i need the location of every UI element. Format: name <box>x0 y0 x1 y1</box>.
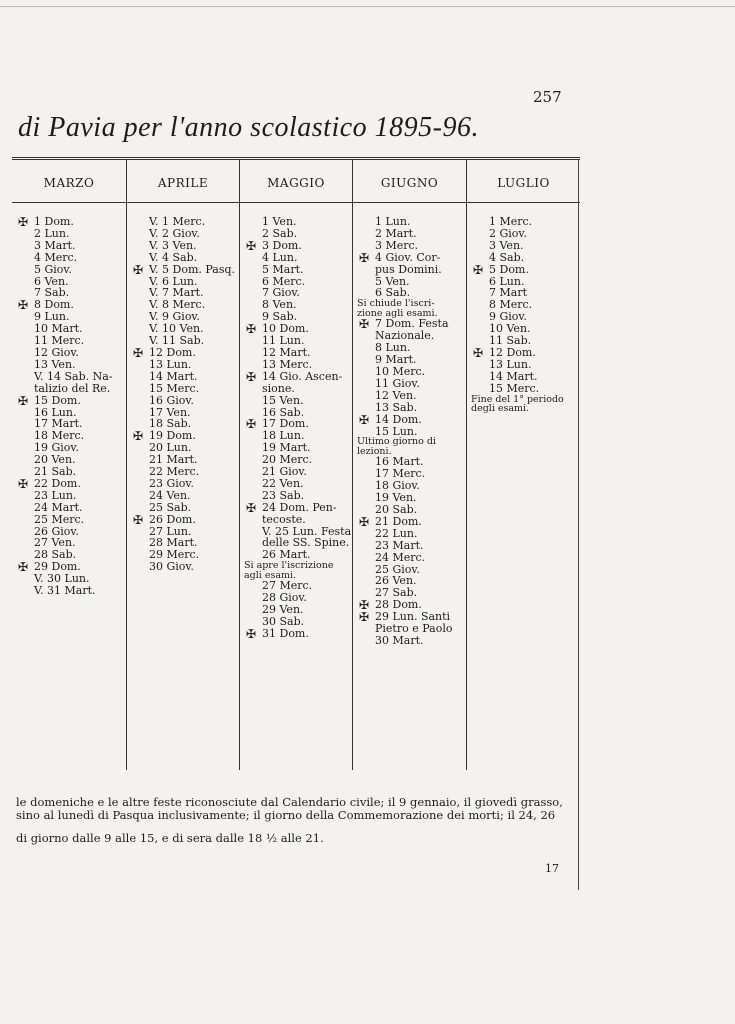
day-text: V. 1 Merc. <box>149 215 206 228</box>
day-text: Nazionale. <box>375 329 435 343</box>
day-text: 22 Lun. <box>375 526 418 540</box>
day-text: 17 Dom. <box>262 417 309 431</box>
footer-line-3: di giorno dalle 9 alle 15, e di sera dalle 18 ½ alle 21. <box>16 831 324 845</box>
month-header: MARZO <box>43 176 95 190</box>
day-text: 9 Mart. <box>375 353 417 367</box>
maltese-cross-icon: ✠ <box>359 250 370 265</box>
day-text: 2 Mart. <box>375 226 417 240</box>
day-text: 29 Lun. Santi <box>375 610 451 624</box>
day-text: 7 Sab. <box>34 286 70 300</box>
month-column-luglio <box>467 160 580 770</box>
day-text: 7 Giov. <box>262 286 300 300</box>
day-text: 15 Merc. <box>149 381 200 395</box>
day-text: 5 Giov. <box>34 262 72 276</box>
maltese-cross-icon: ✠ <box>359 598 370 613</box>
day-text: V. 2 Giov. <box>149 226 200 240</box>
day-text: 17 Mart. <box>34 417 83 431</box>
maltese-cross-icon: ✠ <box>18 560 29 575</box>
day-text: 4 Sab. <box>489 250 525 264</box>
day-text: 1 Ven. <box>262 215 297 228</box>
maltese-cross-icon: ✠ <box>133 429 144 444</box>
day-text: 8 Dom. <box>34 298 74 312</box>
day-text: 2 Giov. <box>489 226 527 240</box>
day-text: 27 Lun. <box>149 524 192 538</box>
day-text: 20 Sab. <box>375 503 418 517</box>
day-text: 10 Dom. <box>262 322 309 336</box>
maltese-cross-icon: ✠ <box>359 610 370 625</box>
day-text: 12 Ven. <box>375 388 417 402</box>
day-text: V. 9 Giov. <box>149 310 200 324</box>
day-text: 26 Mart. <box>262 548 311 562</box>
maltese-cross-icon: ✠ <box>133 345 144 360</box>
month-column-maggio <box>240 160 353 770</box>
day-text: Si chiude l'iscri- <box>357 298 435 310</box>
maltese-cross-icon: ✠ <box>246 500 257 515</box>
day-text: 1 Dom. <box>34 215 74 228</box>
day-text: 25 Sab. <box>149 500 192 514</box>
day-text: 25 Giov. <box>375 562 420 576</box>
day-entry <box>12 585 126 597</box>
day-text: 9 Giov. <box>489 310 527 324</box>
day-text: 17 Merc. <box>375 467 426 481</box>
day-text: 27 Sab. <box>375 586 418 600</box>
day-text: 7 Mart <box>489 286 527 300</box>
day-text: 28 Dom. <box>375 598 422 612</box>
day-text: 14 Dom. <box>375 412 422 426</box>
day-text: 29 Merc. <box>149 548 200 562</box>
day-text: V. 7 Mart. <box>149 286 204 300</box>
month-header: MAGGIO <box>267 176 325 190</box>
day-text: pus Domini. <box>375 262 442 276</box>
day-text: lezioni. <box>357 445 392 457</box>
day-text: 5 Mart. <box>262 262 304 276</box>
day-text: V. 30 Lun. <box>34 572 90 586</box>
day-text: V. 25 Lun. Festa <box>262 524 352 538</box>
day-text: 6 Sab. <box>375 286 411 300</box>
day-text: 15 Merc. <box>489 381 540 395</box>
day-text: agli esami. <box>244 569 297 581</box>
maltese-cross-icon: ✠ <box>133 262 144 277</box>
day-text: 10 Merc. <box>375 364 426 378</box>
day-text: 28 Sab. <box>34 548 77 562</box>
day-text: 23 Lun. <box>34 488 77 502</box>
day-text: 5 Ven. <box>375 274 410 288</box>
day-text: 3 Mart. <box>34 238 76 252</box>
day-text: 13 Lun. <box>489 357 532 371</box>
day-text: 17 Ven. <box>149 405 191 419</box>
maltese-cross-icon: ✠ <box>246 322 257 337</box>
day-text: 14 Gio. Ascen- <box>262 369 343 383</box>
day-text: 12 Dom. <box>149 345 196 359</box>
day-text: Ultimo giorno di <box>357 436 437 448</box>
day-text: sione. <box>262 381 295 395</box>
day-text: 12 Giov. <box>34 345 79 359</box>
day-text: 9 Lun. <box>34 310 70 324</box>
day-text: 23 Giov. <box>149 476 194 490</box>
day-entry <box>240 371 352 383</box>
day-text: 5 Dom. <box>489 262 529 276</box>
day-text: 31 Dom. <box>262 626 309 640</box>
day-text: 1 Merc. <box>489 215 533 228</box>
day-text: 13 Merc. <box>262 357 313 371</box>
day-text: Fine del 1° periodo <box>471 393 564 405</box>
day-text: 24 Mart. <box>34 500 83 514</box>
day-text: 25 Merc. <box>34 512 85 526</box>
maltese-cross-icon: ✠ <box>133 512 144 527</box>
day-text: 19 Mart. <box>262 441 311 455</box>
entry-list <box>12 216 126 597</box>
day-text: 30 Sab. <box>262 615 305 628</box>
day-text: delle SS. Spine. <box>262 536 350 550</box>
month-column-marzo <box>12 160 127 770</box>
day-text: 14 Mart. <box>489 369 538 383</box>
day-text: V. 4 Sab. <box>149 250 198 264</box>
day-text: V. 5 Dom. Pasq. <box>149 262 236 276</box>
maltese-cross-icon: ✠ <box>359 514 370 529</box>
day-text: 22 Merc. <box>149 465 200 479</box>
day-text: 4 Giov. Cor- <box>375 250 441 264</box>
month-header: APRILE <box>157 176 209 190</box>
day-text: V. 10 Ven. <box>149 322 204 336</box>
day-entry <box>127 561 239 573</box>
day-text: 29 Dom. <box>34 560 81 574</box>
maltese-cross-icon: ✠ <box>473 345 484 360</box>
day-text: 15 Dom. <box>34 393 81 407</box>
day-text: 10 Mart. <box>34 322 83 336</box>
day-text: 15 Lun. <box>375 424 418 438</box>
day-text: 9 Sab. <box>262 310 298 324</box>
maltese-cross-icon: ✠ <box>18 215 29 229</box>
day-text: 26 Dom. <box>149 512 196 526</box>
day-text: 16 Sab. <box>262 405 305 419</box>
day-text: 24 Ven. <box>149 488 191 502</box>
day-text: 12 Dom. <box>489 345 536 359</box>
day-text: 3 Dom. <box>262 238 302 252</box>
day-text: 2 Sab. <box>262 226 298 240</box>
day-text: 6 Merc. <box>262 274 306 288</box>
day-text: 4 Merc. <box>34 250 78 264</box>
day-text: 3 Ven. <box>489 238 524 252</box>
day-entry <box>240 628 352 640</box>
day-text: 8 Lun. <box>375 341 411 355</box>
day-text: Pietro e Paolo <box>375 622 453 636</box>
day-text: 13 Ven. <box>34 357 76 371</box>
day-text: 19 Giov. <box>34 441 79 455</box>
day-text: 24 Dom. Pen- <box>262 500 337 514</box>
maltese-cross-icon: ✠ <box>246 238 257 253</box>
day-text: 18 Merc. <box>34 429 85 443</box>
day-text: 8 Merc. <box>489 298 533 312</box>
maltese-cross-icon: ✠ <box>246 626 257 641</box>
day-text: 6 Ven. <box>34 274 69 288</box>
day-text: 24 Merc. <box>375 550 426 564</box>
maltese-cross-icon: ✠ <box>246 417 257 432</box>
day-text: 19 Dom. <box>149 429 196 443</box>
month-header: GIUGNO <box>380 176 439 190</box>
day-text: 16 Mart. <box>375 455 424 469</box>
day-text: 23 Mart. <box>375 538 424 552</box>
day-text: 21 Dom. <box>375 514 422 528</box>
entry-list <box>467 216 580 414</box>
day-text: 11 Giov. <box>375 376 420 390</box>
month-header: LUGLIO <box>497 176 550 190</box>
day-text: 28 Giov. <box>262 591 307 605</box>
day-text: talizio del Re. <box>34 381 111 395</box>
day-text: 29 Ven. <box>262 603 304 617</box>
day-text: 11 Sab. <box>489 334 532 348</box>
day-text: 11 Merc. <box>34 334 85 348</box>
maltese-cross-icon: ✠ <box>359 412 370 427</box>
day-text: 26 Giov. <box>34 524 79 538</box>
day-text: 13 Sab. <box>375 400 418 414</box>
day-text: 15 Ven. <box>262 393 304 407</box>
day-text: 18 Lun. <box>262 429 305 443</box>
day-text: 2 Lun. <box>34 226 70 240</box>
day-text: 23 Sab. <box>262 488 305 502</box>
day-text: Si apre l'iscrizione <box>244 560 334 572</box>
day-text: 27 Ven. <box>34 536 76 550</box>
month-column-giugno <box>353 160 467 770</box>
maltese-cross-icon: ✠ <box>246 369 257 384</box>
day-entry <box>467 404 580 414</box>
day-text: 13 Lun. <box>149 357 192 371</box>
maltese-cross-icon: ✠ <box>473 262 484 277</box>
day-text: V. 6 Lun. <box>149 274 198 288</box>
entry-list <box>127 216 239 573</box>
day-text: 18 Sab. <box>149 417 192 431</box>
day-text: 30 Mart. <box>375 634 424 647</box>
maltese-cross-icon: ✠ <box>359 317 370 332</box>
day-text: 16 Lun. <box>34 405 77 419</box>
day-text: V. 11 Sab. <box>149 334 205 348</box>
entry-list <box>240 216 352 640</box>
day-text: 1 Lun. <box>375 215 411 228</box>
day-text: 16 Giov. <box>149 393 194 407</box>
day-text: V. 14 Sab. Na- <box>34 369 113 383</box>
margin-rule <box>578 160 579 890</box>
day-text: V. 8 Merc. <box>149 298 206 312</box>
page-title: di Pavia per l'anno scolastico 1895-96. <box>18 112 479 143</box>
day-text: 22 Ven. <box>262 476 304 490</box>
page-number: 257 <box>533 88 562 106</box>
maltese-cross-icon: ✠ <box>18 393 29 408</box>
day-text: 11 Lun. <box>262 334 305 348</box>
day-text: V. 31 Mart. <box>34 584 96 598</box>
maltese-cross-icon: ✠ <box>18 298 29 313</box>
day-text: degli esami. <box>471 403 530 415</box>
day-text: 14 Mart. <box>149 369 198 383</box>
day-text: 8 Ven. <box>262 298 297 312</box>
day-text: 26 Ven. <box>375 574 417 588</box>
day-text: 3 Merc. <box>375 238 419 252</box>
maltese-cross-icon: ✠ <box>18 476 29 491</box>
day-text: 21 Mart. <box>149 453 198 467</box>
day-text: 28 Mart. <box>149 536 198 550</box>
day-text: 27 Merc. <box>262 579 313 593</box>
top-rule <box>0 6 735 7</box>
day-text: 20 Ven. <box>34 453 76 467</box>
day-text: tecoste. <box>262 512 306 526</box>
day-entry <box>353 635 466 647</box>
day-text: 19 Ven. <box>375 491 417 505</box>
day-text: 20 Lun. <box>149 441 192 455</box>
calendar-table <box>12 157 580 770</box>
day-text: 7 Dom. Festa <box>375 317 449 331</box>
day-text: 22 Dom. <box>34 476 81 490</box>
footer-line-2: sino al lunedì di Pasqua inclusivamente; il giorno della Commemorazione dei morti; il 24, 26 <box>16 808 556 822</box>
day-text: 4 Lun. <box>262 250 298 264</box>
footer-line-1: le domeniche e le altre feste riconosciute dal Calendario civile; il 9 gennaio, il giovedì grasso, <box>16 795 563 809</box>
day-text: zione agli esami. <box>357 307 438 319</box>
day-text: 10 Ven. <box>489 322 531 336</box>
month-column-aprile <box>127 160 240 770</box>
day-text: 21 Giov. <box>262 465 307 479</box>
day-text: V. 3 Ven. <box>149 238 197 252</box>
day-text: 30 Giov. <box>149 560 194 574</box>
day-text: 18 Giov. <box>375 479 420 493</box>
day-text: 20 Merc. <box>262 453 313 467</box>
day-text: 12 Mart. <box>262 345 311 359</box>
signature-mark: 17 <box>545 862 559 875</box>
entry-list <box>353 216 466 647</box>
day-entry <box>12 264 126 276</box>
day-text: 21 Sab. <box>34 465 77 479</box>
day-text: 6 Lun. <box>489 274 525 288</box>
